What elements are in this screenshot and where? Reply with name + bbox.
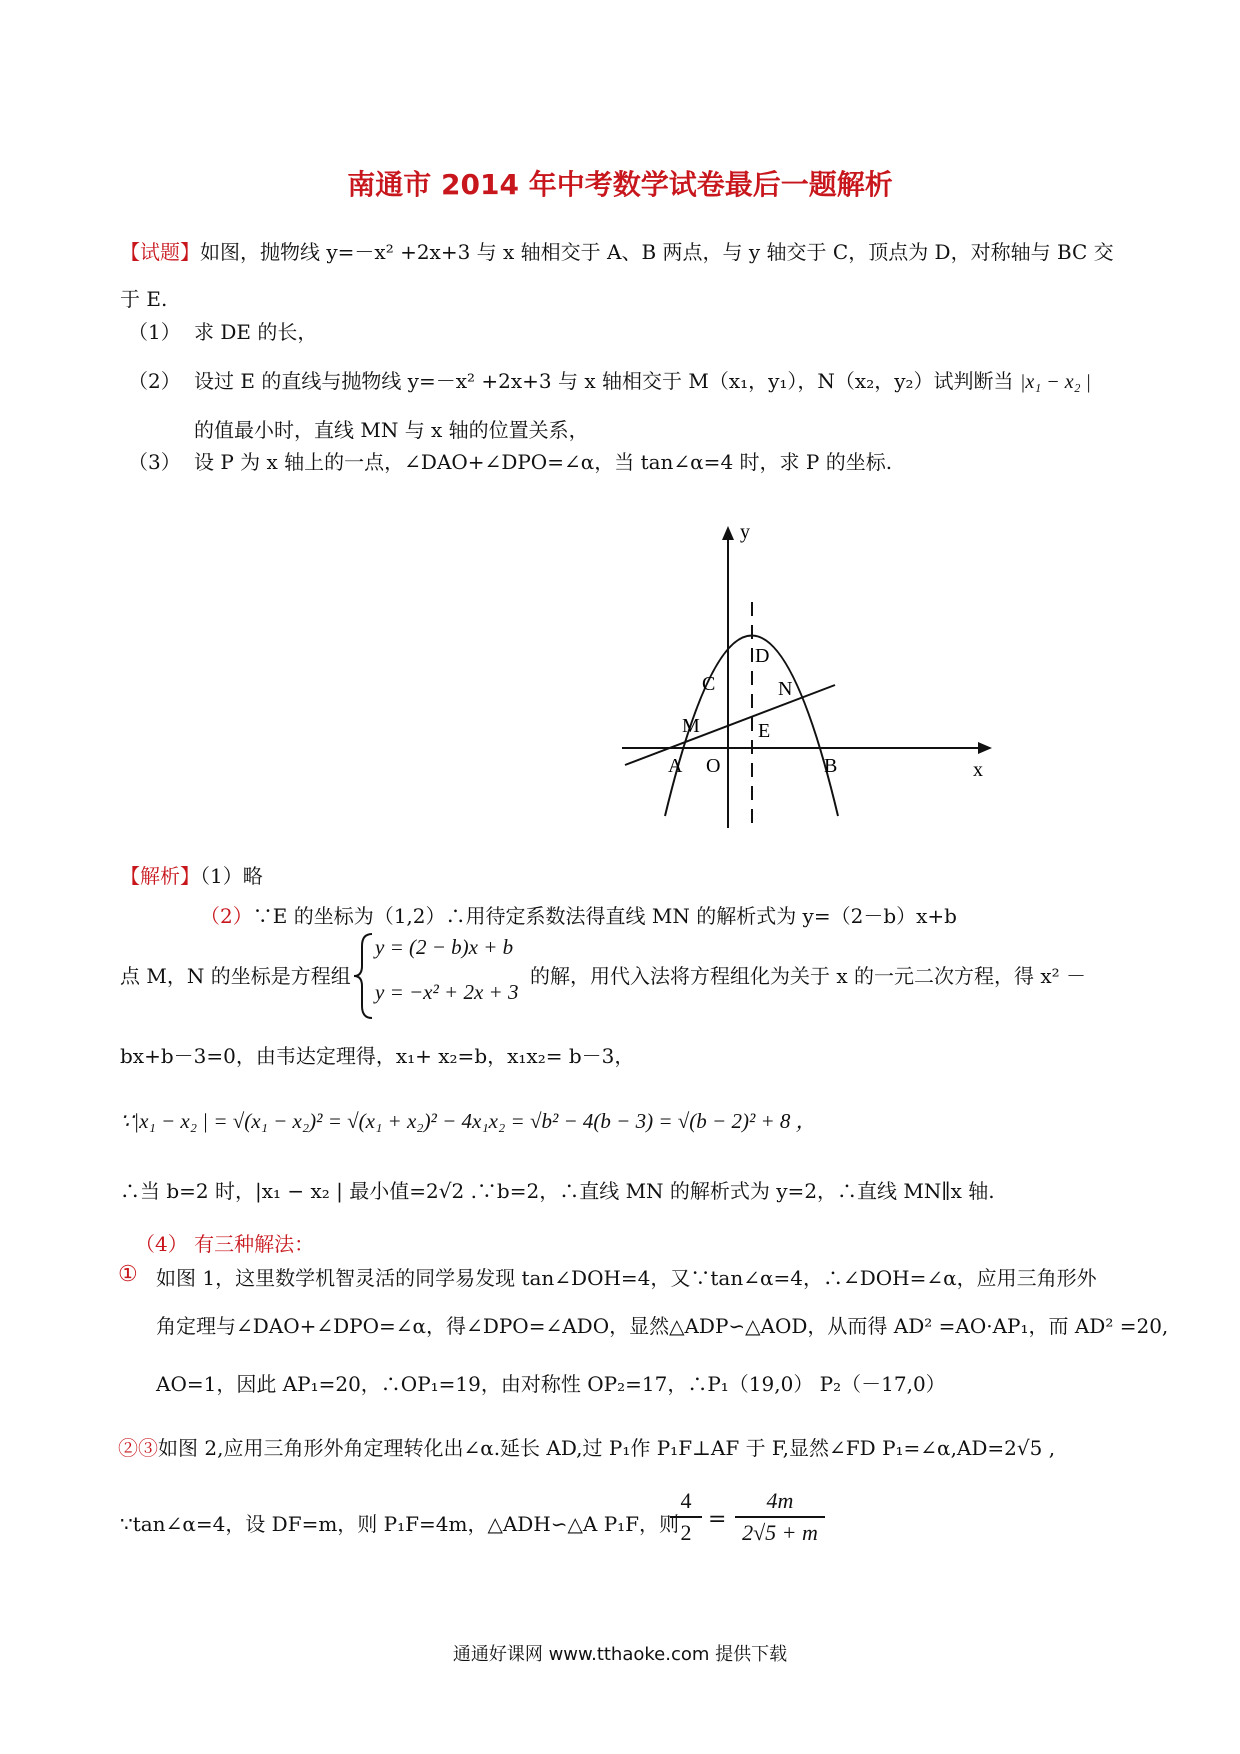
page-title: 南通市 2014 年中考数学试卷最后一题解析 xyxy=(347,168,893,201)
q3-number: （3） xyxy=(128,450,181,474)
parabola-figure xyxy=(610,510,1010,830)
fraction-left-numerator: 4 xyxy=(680,1488,692,1513)
system-equation-1: y = (2 − b)x + b xyxy=(375,935,514,959)
fraction-right-denominator: 2√5 + m xyxy=(742,1520,818,1545)
problem-tag: 【试题】 xyxy=(120,240,200,264)
label-x: x xyxy=(973,759,983,781)
line-mn xyxy=(625,685,835,765)
fraction-left-denominator: 2 xyxy=(680,1520,692,1545)
label-e: E xyxy=(758,720,771,742)
solution-tag: 【解析】 xyxy=(120,864,200,888)
solution-part2-number: （2） xyxy=(200,904,253,928)
label-m: M xyxy=(682,715,700,737)
label-n: N xyxy=(778,678,793,700)
q2-text-2: 的值最小时，直线 MN 与 x 轴的位置关系， xyxy=(194,418,589,442)
q3-text: 设 P 为 x 轴上的一点，∠DAO+∠DPO=∠α，当 tan∠α=4 时，求 P 的坐标. xyxy=(194,450,893,474)
fraction-right xyxy=(735,1488,825,1546)
system-intro: 点 M，N 的坐标是方程组 xyxy=(120,964,351,988)
solution-part2-text: ∵E 的坐标为（1,2）∴用待定系数法得直线 MN 的解析式为 y=（2－b）x+b xyxy=(252,904,957,928)
q2-number: （2） xyxy=(128,369,181,393)
q1-text: 求 DE 的长， xyxy=(194,320,318,344)
method1-line1: 如图 1，这里数学机智灵活的同学易发现 tan∠DOH=4，又∵tan∠α=4，∴∠DOH=∠α，应用三角形外 xyxy=(156,1266,1097,1290)
system-conclusion: 的解，用代入法将方程组化为关于 x 的一元二次方程，得 x² － xyxy=(530,964,1087,988)
vieta-line: bx+b－3=0，由韦达定理得，x₁+ x₂=b，x₁x₂= b－3， xyxy=(120,1044,635,1068)
label-d: D xyxy=(755,645,770,667)
x-axis-arrow xyxy=(978,742,992,754)
method1-number: ① xyxy=(118,1262,138,1287)
fraction-left xyxy=(670,1488,702,1546)
method23-number: ②③ xyxy=(118,1436,158,1460)
q1-number: （1） xyxy=(128,320,181,344)
equals-sign: = xyxy=(708,1507,727,1532)
label-y: y xyxy=(740,521,750,543)
q2-abs-expression: |x₁ − x₂ | xyxy=(1019,371,1092,393)
solution-header xyxy=(120,860,263,889)
problem-stem-line1 xyxy=(120,236,1114,265)
method23-text1: 如图 2,应用三角形外角定理转化出∠α.延长 AD,过 P₁作 P₁F⊥AF 于 F,显然∠FD P₁=∠α,AD=2√5 , xyxy=(158,1436,1056,1460)
label-a: A xyxy=(668,755,683,777)
part2-conclusion: ∴当 b=2 时，|x₁ − x₂ | 最小值=2√2 .∵b=2，∴直线 MN 的解析式为 y=2，∴直线 MN∥x 轴. xyxy=(120,1179,995,1203)
label-o: O xyxy=(706,755,721,777)
part4-heading: （4） 有三种解法： xyxy=(135,1232,315,1256)
q2-text-1 xyxy=(194,365,1091,394)
method23-line2: ∵tan∠α=4，设 DF=m，则 P₁F=4m，△ADH∽△A P₁F，则 xyxy=(120,1512,680,1536)
system-equation-2: y = −x² + 2x + 3 xyxy=(375,980,519,1004)
q2-text-part1: 设过 E 的直线与抛物线 y=－x² +2x+3 与 x 轴相交于 M（x₁，y₁），N（x₂，y₂）试判断当 xyxy=(194,369,1014,393)
problem-stem-2: 于 E. xyxy=(120,287,168,311)
distance-equation: ∵|x₁ − x₂ | = √(x₁ − x₂)² = √(x₁ + x₂)² − 4x₁x₂ = √b² − 4(b − 3) = √(b − 2)² + 8 ， xyxy=(120,1109,817,1133)
label-b: B xyxy=(824,755,838,777)
fraction-right-numerator: 4m xyxy=(766,1488,794,1513)
page-footer: 通通好课网 www.tthaoke.com 提供下载 xyxy=(452,1644,788,1665)
solution-part2-line xyxy=(200,900,957,929)
problem-stem-1: 如图，抛物线 y=－x² +2x+3 与 x 轴相交于 A、B 两点，与 y 轴交于 C，顶点为 D，对称轴与 BC 交 xyxy=(200,240,1114,264)
label-c: C xyxy=(702,673,716,695)
method23-line1 xyxy=(118,1432,1055,1461)
solution-part1: （1）略 xyxy=(200,864,263,888)
method1-line2: 角定理与∠DAO+∠DPO=∠α，得∠DPO=∠ADO，显然△ADP∽△AOD，从而得 AD² =AO·AP₁，而 AD² =20, xyxy=(156,1314,1169,1338)
y-axis-arrow xyxy=(722,526,734,540)
fraction-left-bar xyxy=(670,1516,702,1518)
method1-line3: AO=1，因此 AP₁=20，∴OP₁=19，由对称性 OP₂=17，∴P₁（19,0） P₂（－17,0） xyxy=(156,1372,946,1396)
fraction-right-bar xyxy=(735,1516,825,1518)
